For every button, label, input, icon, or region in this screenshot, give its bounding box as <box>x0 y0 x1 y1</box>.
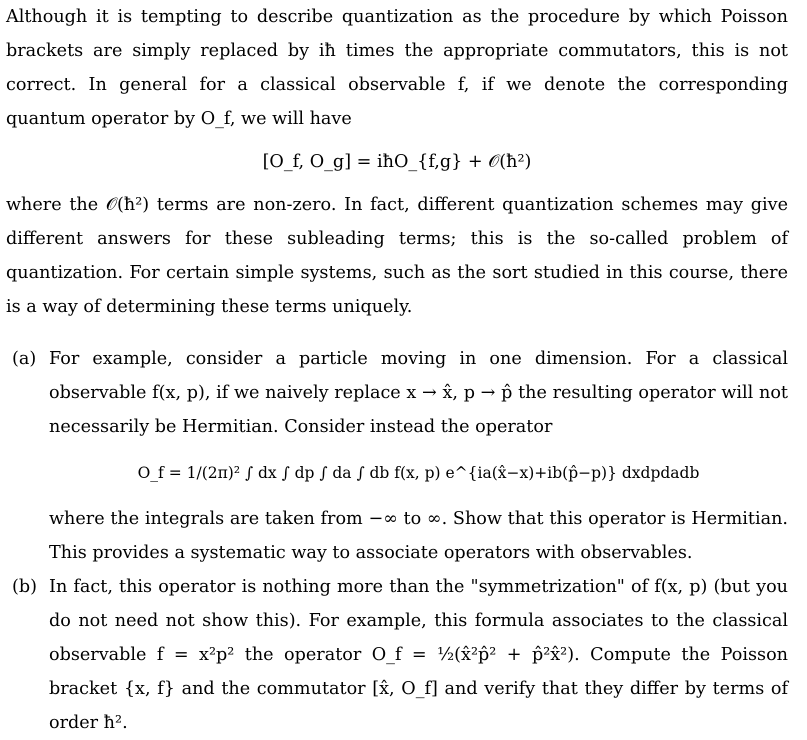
document-page <box>6 0 788 740</box>
part-a-label: (a) <box>12 349 37 369</box>
part-b-text: In fact, this operator is nothing more than the "symmetrization" of f(x, p) (but you do not need not show this). For example, this formula associates to the classical observable f = x²p² the operator O_f = ½(x̂²p̂² + p̂²x̂²). Compute the Poisson bracket {x, f} and the commutator [x̂, O_f] and verify that they differ by terms of order ħ². <box>49 577 788 733</box>
part-b-label: (b) <box>12 577 37 597</box>
part-a-text: For example, consider a particle moving in one dimension. For a classical observable f(x, p), if we naively replace x → x̂, p → p̂ the resulting operator will not necessarily be Hermitian. Consider instead the operator <box>49 349 788 437</box>
intro-paragraph: Although it is tempting to describe quantization as the procedure by which Poisson brackets are simply replaced by iħ times the appropriate commutators, this is not correct. In general for a classical observable f, if we denote the corresponding quantum operator by O_f, we will have <box>6 7 788 129</box>
commutator-equation: [O_f, O_g] = iħO_{f,g} + 𝒪(ħ²) <box>262 152 532 172</box>
operator-equation: O_f = 1/(2π)² ∫ dx ∫ dp ∫ da ∫ db f(x, p) e^{ia(x̂−x)+ib(p̂−p)} dxdpdadb <box>137 464 700 482</box>
part-b <box>6 570 788 740</box>
part-a <box>6 342 788 570</box>
followup-paragraph: where the 𝒪(ħ²) terms are non-zero. In fact, different quantization schemes may give different answers for these subleading terms; this is the so-called problem of quantization. For certain simple systems, such as the sort studied in this course, there is a way of determining these terms uniquely. <box>6 195 788 317</box>
part-a-text-after: where the integrals are taken from −∞ to ∞. Show that this operator is Hermitian. This provides a systematic way to associate operators with observables. <box>49 509 788 563</box>
